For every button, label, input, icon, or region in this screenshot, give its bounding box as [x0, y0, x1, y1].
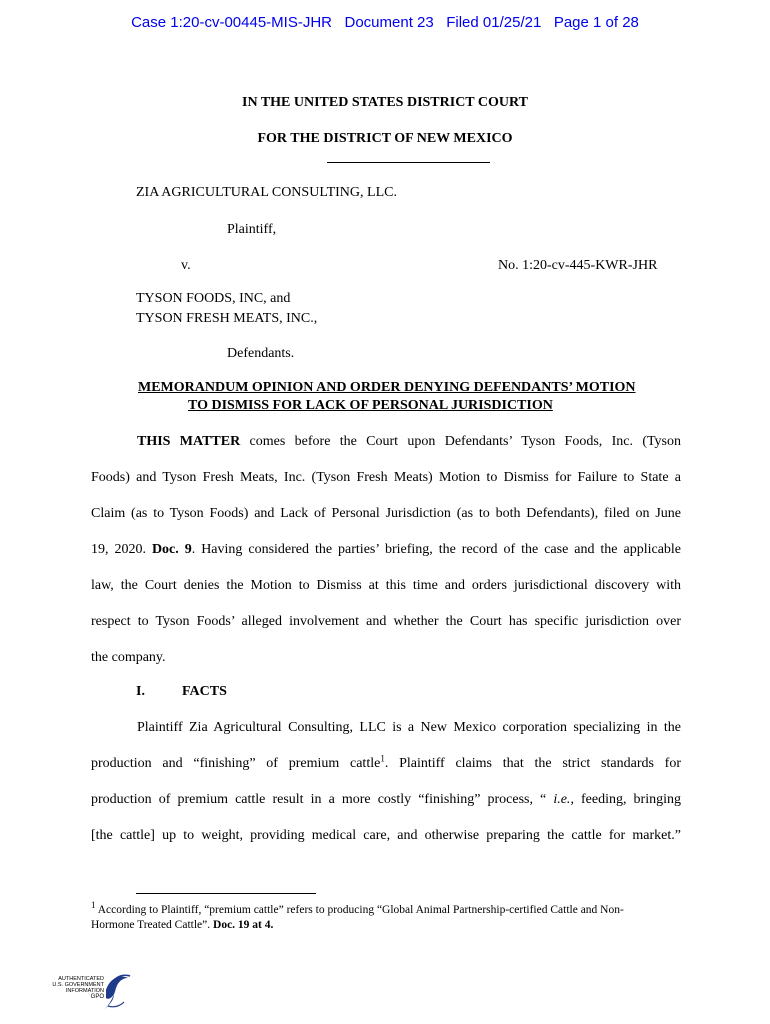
defendant-2: TYSON FRESH MEATS, INC., [136, 311, 318, 326]
case-number-header: Case 1:20-cv-00445-MIS-JHR [131, 14, 332, 31]
intro-line-4: 19, 2020. Doc. 9. Having considered the parties’ briefing, the record of the case and the applicable [91, 542, 682, 557]
intro-line-6: respect to Tyson Foods’ alleged involvement and whether the Court has specific jurisdiction over [91, 614, 681, 629]
footnote-rule [136, 893, 316, 894]
opinion-title-line2: TO DISMISS FOR LACK OF PERSONAL JURISDICTION [188, 398, 553, 413]
plaintiff-role: Plaintiff, [227, 222, 277, 237]
this-matter-lead: THIS MATTER [137, 434, 241, 449]
facts-line-4: [the cattle] up to weight, providing medical care, and otherwise preparing the cattle for market.” [91, 828, 681, 843]
court-district: FOR THE DISTRICT OF NEW MEXICO [257, 131, 513, 146]
court-name: IN THE UNITED STATES DISTRICT COURT [242, 95, 528, 110]
facts-line-3: production of premium cattle result in a more costly “finishing” process, “ i.e., feeding, bringing [91, 792, 681, 807]
intro-line-3: Claim (as to Tyson Foods) and Lack of Personal Jurisdiction (as to both Defendants), filed on June [91, 506, 681, 521]
ecf-header [0, 14, 770, 31]
section-numeral: I. [136, 684, 145, 699]
plaintiff-name: ZIA AGRICULTURAL CONSULTING, LLC. [136, 185, 397, 200]
versus: v. [181, 258, 191, 273]
defendant-role: Defendants. [227, 346, 295, 361]
ie-italic: i.e. [553, 792, 571, 807]
intro-line-2: Foods) and Tyson Fresh Meats, Inc. (Tyson Fresh Meats) Motion to Dismiss for Failure to State a [91, 470, 681, 485]
page-indicator: Page 1 of 28 [553, 14, 639, 31]
opinion-title-line1: MEMORANDUM OPINION AND ORDER DENYING DEFENDANTS’ MOTION [138, 380, 636, 395]
footnote-doc-citation: Doc. 19 at 4. [213, 919, 274, 931]
footnote-line-1: $^1$ According to Plaintiff, “premium cattle” refers to producing “Global Animal Partnership-certified Cattle and Non- [91, 900, 624, 916]
defendant-1: TYSON FOODS, INC, and [136, 291, 291, 306]
eagle-icon [44, 970, 134, 1016]
intro-line-7: the company. [91, 650, 166, 665]
doc-citation: Doc. 9 [151, 542, 192, 557]
intro-line-5: law, the Court denies the Motion to Dismiss at this time and orders jurisdictional discovery with [91, 578, 681, 593]
footnote-marker: 1 [91, 900, 96, 911]
footnote-ref: 1 [380, 753, 385, 764]
facts-line-2: production and “finishing” of premium cattle$^1$. Plaintiff claims that the strict standards for [91, 753, 682, 771]
case-number: No. 1:20-cv-445-KWR-JHR [498, 258, 658, 273]
intro-line-1: THIS MATTER comes before the Court upon Defendants’ Tyson Foods, Inc. (Tyson [137, 434, 682, 449]
document-number: Document 23 [344, 14, 434, 31]
heading-rule [327, 162, 490, 163]
gpo-authentication-logo: AUTHENTICATED U.S. GOVERNMENT INFORMATION GPO [44, 970, 134, 1016]
facts-line-1: Plaintiff Zia Agricultural Consulting, LLC is a New Mexico corporation specializing in the [137, 720, 681, 735]
section-heading: FACTS [182, 684, 227, 699]
filed-date: Filed 01/25/21 [446, 14, 542, 31]
footnote-line-2: Hormone Treated Cattle”. Doc. 19 at 4. [91, 919, 274, 931]
